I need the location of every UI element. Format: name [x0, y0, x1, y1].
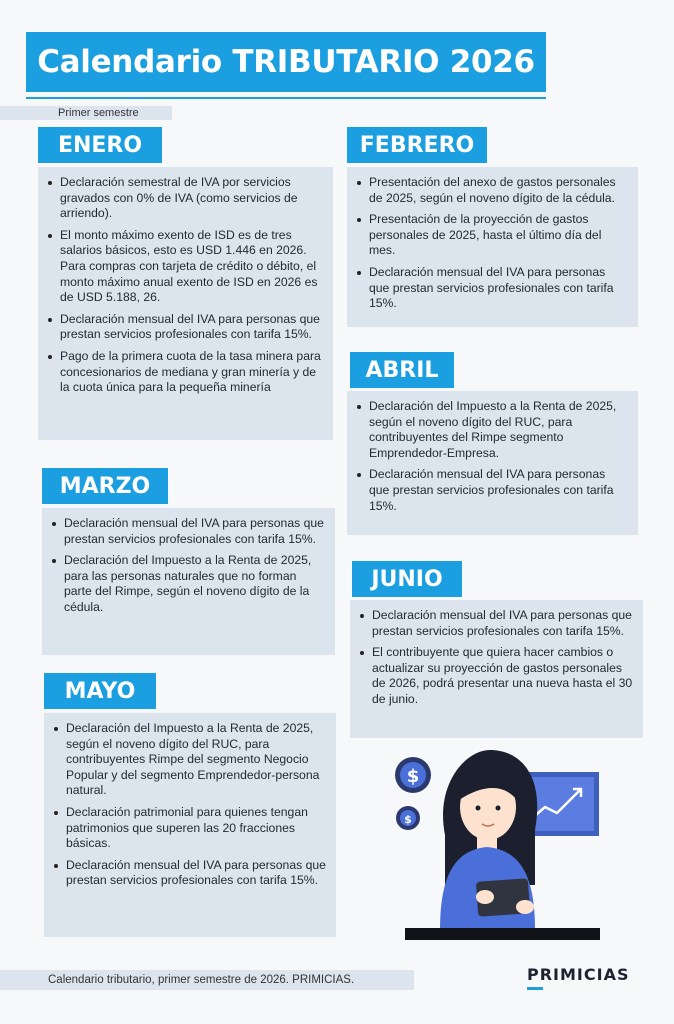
month-label-marzo: MARZO: [42, 468, 168, 504]
title-divider: [26, 97, 546, 99]
month-label-mayo: MAYO: [44, 673, 156, 709]
coin-symbol-small: $: [404, 813, 412, 826]
month-card-abril: [347, 391, 638, 535]
list-item: Declaración del Impuesto a la Renta de 2025, para las personas naturales que no forman parte del Rimpe, según el noveno dígito de la cédula.: [50, 553, 325, 615]
list-item: Declaración mensual del IVA para personas que prestan servicios profesionales con tarifa 15%.: [358, 608, 633, 639]
obligations-list: [355, 175, 628, 312]
month-card-mayo: [44, 713, 336, 937]
month-label-febrero: FEBRERO: [347, 127, 487, 163]
obligations-list: [50, 516, 325, 616]
list-item: Declaración mensual del IVA para personas que prestan servicios profesionales con tarifa 15%.: [46, 312, 323, 343]
obligations-list: [52, 721, 326, 889]
list-item: Presentación de la proyección de gastos personales de 2025, hasta el último día del mes.: [355, 212, 628, 259]
obligations-list: [358, 608, 633, 708]
month-label-abril: ABRIL: [350, 352, 454, 388]
page-title: Calendario TRIBUTARIO 2026: [26, 32, 546, 92]
list-item: Declaración mensual del IVA para personas que prestan servicios profesionales con tarifa 15%.: [355, 265, 628, 312]
illustration-svg: [385, 745, 615, 945]
list-item: Declaración patrimonial para quienes tengan patrimonios que superen las 20 fracciones básicas.: [52, 805, 326, 852]
footer-caption: Calendario tributario, primer semestre de 2026. PRIMICIAS.: [0, 970, 414, 990]
brand-underline: [527, 987, 543, 990]
list-item: Presentación del anexo de gastos personales de 2025, según el noveno dígito de la cédula.: [355, 175, 628, 206]
brand-logo: PRIMICIAS: [527, 965, 630, 984]
list-item: Declaración del Impuesto a la Renta de 2025, según el noveno dígito del RUC, para contribuyentes Rimpe del segmento Negocio Popular y del segmento Emprendedor-persona natural.: [52, 721, 326, 799]
list-item: El contribuyente que quiera hacer cambios o actualizar su proyección de gastos personales de 2026, podrá presentar una nueva hasta el 30 de junio.: [358, 645, 633, 707]
month-label-enero: ENERO: [38, 127, 162, 163]
list-item: El monto máximo exento de ISD es de tres salarios básicos, esto es USD 1.446 en 2026. Para compras con tarjeta de crédito o débito, el monto máximo anual exento de ISD en 2026 es de USD 5.188, 26.: [46, 228, 323, 306]
list-item: Declaración mensual del IVA para personas que prestan servicios profesionales con tarifa 15%.: [50, 516, 325, 547]
month-label-junio: JUNIO: [352, 561, 462, 597]
list-item: Declaración mensual del IVA para personas que prestan servicios profesionales con tarifa 15%.: [52, 858, 326, 889]
month-card-febrero: [347, 167, 638, 327]
dollar-coin-icon: [395, 757, 431, 793]
list-item: Declaración semestral de IVA por servicios gravados con 0% de IVA (como servicios de arriendo).: [46, 175, 323, 222]
month-card-enero: [38, 167, 333, 440]
obligations-list: [46, 175, 323, 396]
coin-symbol: $: [406, 766, 420, 787]
list-item: Pago de la primera cuota de la tasa minera para concesionarios de mediana y gran minería y de la cuota única para la pequeña minería: [46, 349, 323, 396]
list-item: Declaración mensual del IVA para personas que prestan servicios profesionales con tarifa 15%.: [355, 467, 628, 514]
dollar-coin-small-icon: [396, 806, 420, 830]
obligations-list: [355, 399, 628, 514]
subtitle: Primer semestre: [0, 106, 172, 120]
list-item: Declaración del Impuesto a la Renta de 2025, según el noveno dígito del RUC, para contribuyentes del Rimpe segmento Emprendedor-Empresa.: [355, 399, 628, 461]
month-card-marzo: [42, 508, 335, 655]
month-card-junio: [350, 600, 643, 738]
illustration-woman-tablet: [385, 745, 615, 945]
